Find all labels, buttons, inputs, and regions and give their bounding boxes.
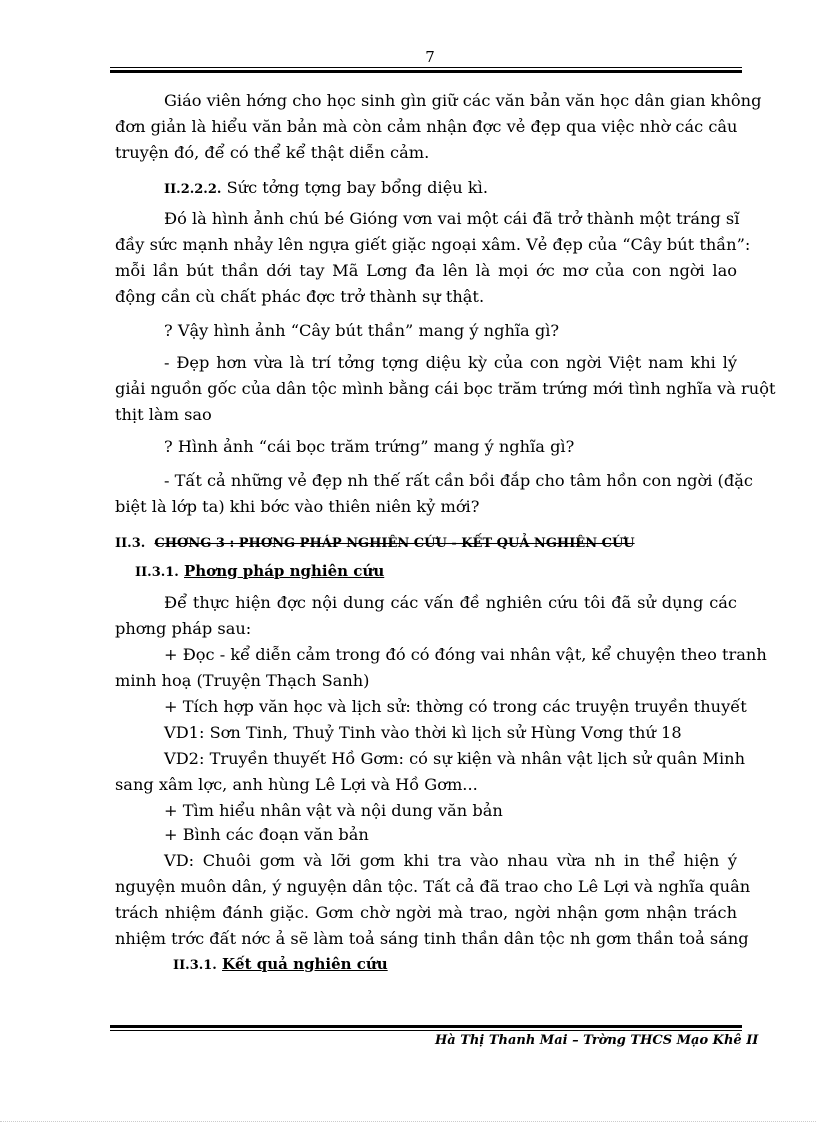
example-line: VD1: Sơn Tinh, Thuỷ Tinh vào thời kì lịch sử Hùng Vơng thứ 18 — [164, 723, 682, 742]
section-text: Sức tởng tợng bay bổng diệu kì. — [226, 178, 488, 197]
section-title: Kết quả nghiên cứu — [222, 955, 388, 973]
example-line: trách nhiệm đánh giặc. Gơm chờ ngời mà trao, ngời nhận gơm nhận trách — [115, 903, 737, 922]
paragraph-line: Đó là hình ảnh chú bé Gióng vơn vai một cái đã trở thành một tráng sĩ — [164, 209, 740, 228]
question-line: ? Hình ảnh “cái bọc trăm trứng” mang ý nghĩa gì? — [164, 437, 575, 456]
section-heading-2222 — [164, 178, 737, 200]
example-line: VD: Chuôi gơm và lỡi gơm khi tra vào nhau vừa nh in thể hiện ý — [164, 851, 737, 870]
method-line: + Đọc - kể diễn cảm trong đó có đóng vai nhân vật, kể chuyện theo tranh — [164, 645, 767, 664]
example-line: sang xâm lợc, anh hùng Lê Lợi và Hồ Gơm... — [115, 775, 478, 794]
header-rule-thin — [110, 67, 742, 68]
method-line: + Bình các đoạn văn bản — [164, 825, 369, 844]
section-label: II.2.2.2. — [164, 182, 222, 197]
chapter-heading — [115, 532, 737, 554]
paragraph-line: Để thực hiện đợc nội dung các vấn đề nghiên cứu tôi đã sử dụng các — [164, 593, 737, 612]
answer-line: thịt làm sao — [115, 405, 212, 424]
chapter-label: II.3. — [115, 536, 146, 551]
answer-line: biệt là lớp ta) khi bớc vào thiên niên kỷ mới? — [115, 497, 480, 516]
paragraph-line: đầy sức mạnh nhảy lên ngựa giết giặc ngoại xâm. Vẻ đẹp của “Cây bút thần”: — [115, 235, 751, 254]
footer-rule-thin — [110, 1030, 742, 1031]
chapter-title: CHƠNG 3 : PHƠNG PHÁP NGHIÊN CỨU - KẾT QUẢ NGHIÊN CỨU — [154, 536, 635, 551]
section-title: Phơng pháp nghiên cứu — [184, 562, 385, 580]
paragraph-line: đơn giản là hiểu văn bản mà còn cảm nhận đợc vẻ đẹp qua việc nhờ các câu — [115, 117, 738, 136]
example-line: nguyện muôn dân, ý nguyện dân tộc. Tất cả đã trao cho Lê Lợi và nghĩa quân — [115, 877, 751, 896]
section-label: II.3.1. — [135, 565, 179, 580]
paragraph-line: phơng pháp sau: — [115, 619, 252, 638]
example-line: nhiệm trớc đất nớc ả sẽ làm toả sáng tinh thần dân tộc nh gơm thần toả sáng — [115, 929, 749, 948]
page-number: 7 — [425, 48, 435, 66]
page-edge-dotted — [0, 1121, 816, 1122]
method-line: + Tìm hiểu nhân vật và nội dung văn bản — [164, 801, 503, 820]
paragraph-line: động cần cù chất phác đợc trở thành sự thật. — [115, 287, 485, 306]
paragraph-line: mỗi lần bút thần dới tay Mã Lơng đa lên là mọi ớc mơ của con ngời lao — [115, 261, 737, 280]
paragraph-line: Giáo viên hớng cho học sinh gìn giữ các văn bản văn học dân gian không — [164, 91, 762, 110]
method-line: + Tích hợp văn học và lịch sử: thờng có trong các truyện truyền thuyết — [164, 697, 747, 716]
answer-line: - Đẹp hơn vừa là trí tởng tợng diệu kỳ của con ngời Việt nam khi lý — [164, 353, 737, 372]
answer-line: giải nguồn gốc của dân tộc mình bằng cái bọc trăm trứng mới tình nghĩa và ruột — [115, 379, 776, 398]
answer-line: - Tất cả những vẻ đẹp nh thế rất cần bồi đắp cho tâm hồn con ngời (đặc — [164, 471, 753, 490]
paragraph-line: truyện đó, để có thể kể thật diễn cảm. — [115, 143, 430, 162]
question-line: ? Vậy hình ảnh “Cây bút thần” mang ý nghĩa gì? — [164, 321, 560, 340]
header-rule-thick — [110, 70, 742, 73]
footer-author: Hà Thị Thanh Mai – Trờng THCS Mạo Khê II — [435, 1033, 759, 1048]
method-line: minh hoạ (Truyện Thạch Sanh) — [115, 671, 370, 690]
section-heading-231b — [173, 954, 795, 976]
footer-rule-thick — [110, 1025, 742, 1028]
section-heading-231 — [135, 561, 757, 583]
section-label: II.3.1. — [173, 958, 217, 973]
example-line: VD2: Truyền thuyết Hồ Gơm: có sự kiện và nhân vật lịch sử quân Minh — [164, 749, 746, 768]
